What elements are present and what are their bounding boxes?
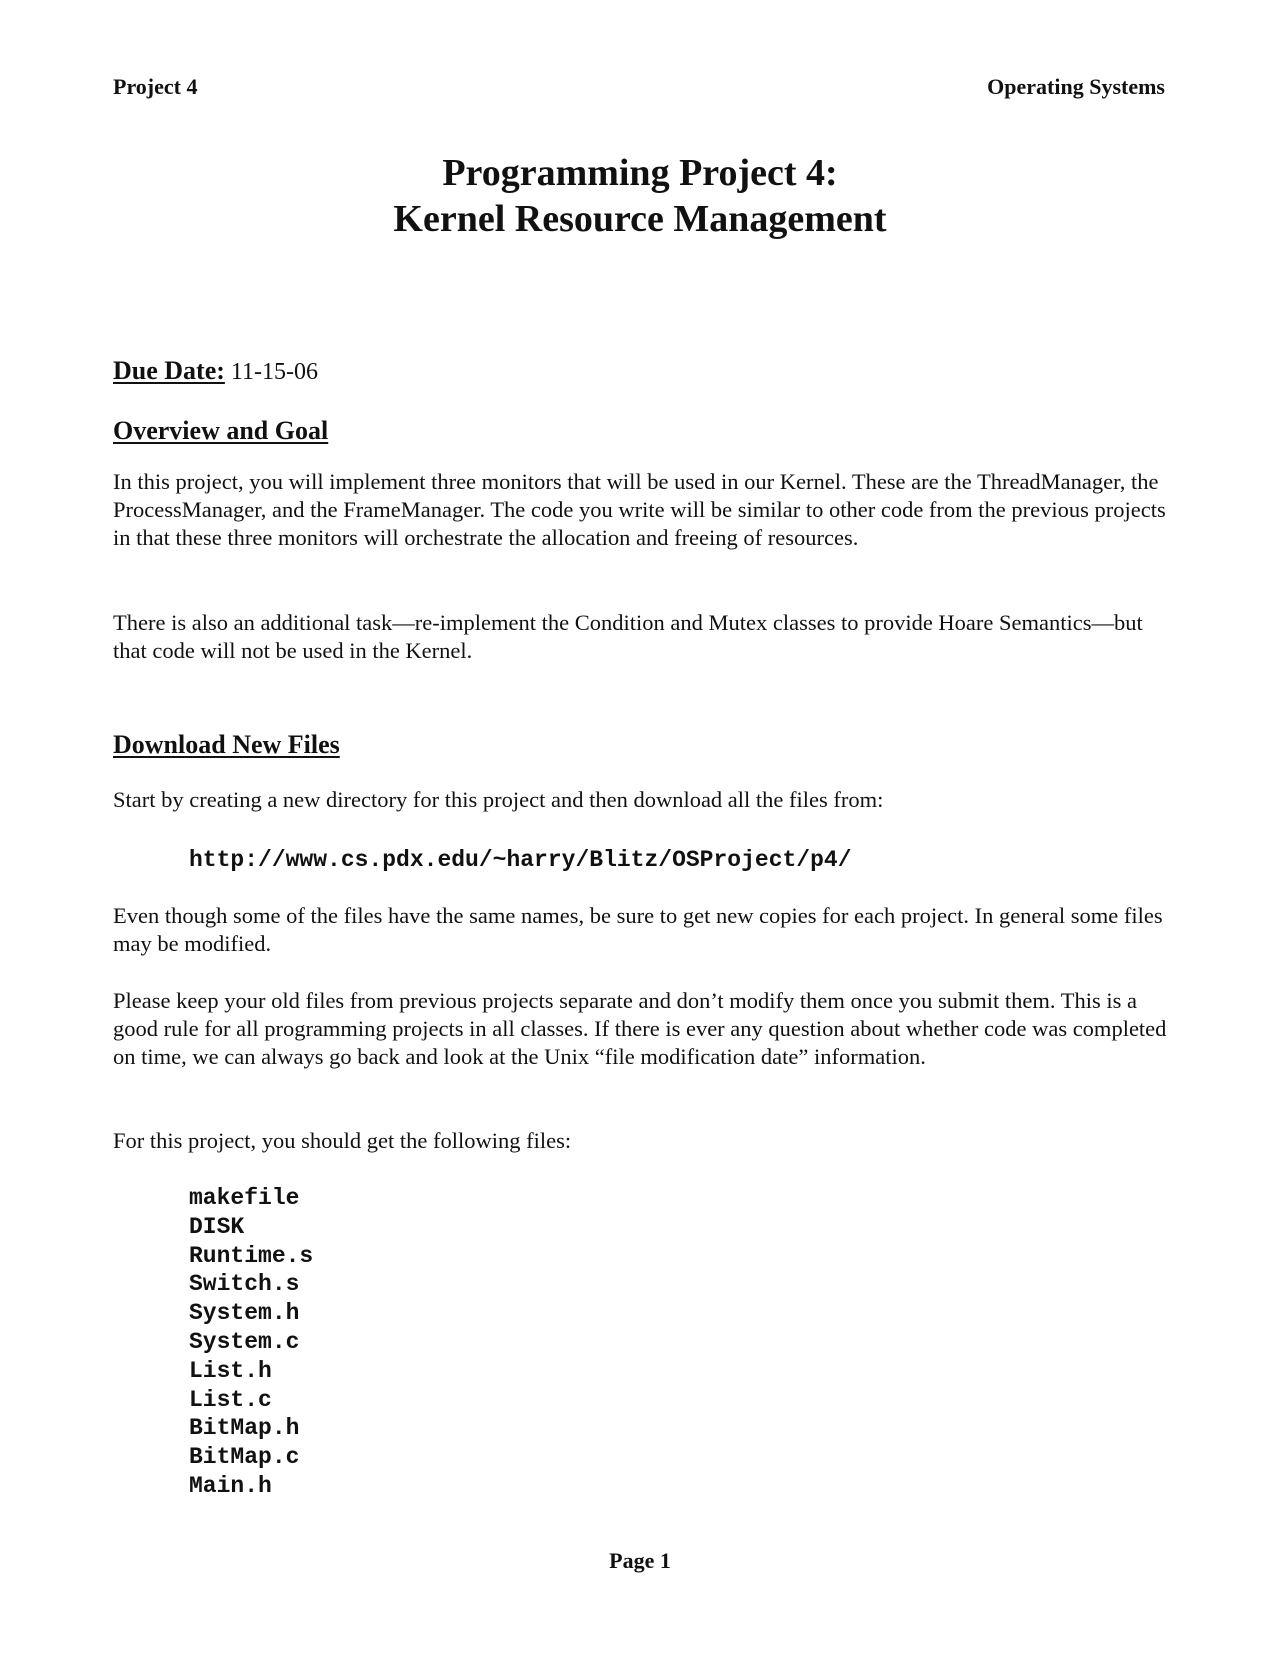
due-date	[113, 356, 318, 387]
file-list-item: BitMap.c	[189, 1444, 300, 1471]
file-list-item: makefile	[189, 1185, 300, 1211]
title-line-1: Programming Project 4:	[442, 152, 838, 194]
file-list-item: List.c	[189, 1386, 272, 1413]
running-header-right: Operating Systems	[987, 74, 1165, 99]
document-title	[0, 150, 1280, 242]
file-list-item: Switch.s	[189, 1271, 300, 1298]
file-list-item: System.h	[189, 1300, 300, 1327]
file-list-item: Runtime.s	[189, 1242, 314, 1269]
download-paragraph-3: For this project, you should get the following files:	[113, 1128, 572, 1153]
file-list-item: DISK	[189, 1213, 245, 1240]
file-list-item: BitMap.h	[189, 1415, 300, 1442]
download-heading: Download New Files	[113, 730, 340, 759]
overview-paragraph-1: In this project, you will implement three monitors that will be used in our Kernel. These are the ThreadManager, the ProcessManager, and the FrameManager. The code you write will be similar to other code from the previous projects in that these three monitors will orchestrate the allocation and freeing of resources.	[113, 469, 1166, 550]
file-list	[189, 1184, 313, 1501]
download-paragraph-1: Even though some of the files have the same names, be sure to get new copies for each project. In general some files may be modified.	[113, 903, 1163, 956]
due-date-value: 11-15-06	[230, 359, 319, 385]
running-header-left: Project 4	[113, 74, 198, 99]
download-url: http://www.cs.pdx.edu/~harry/Blitz/OSProject/p4/	[189, 847, 852, 873]
title-line-2: Kernel Resource Management	[393, 198, 887, 240]
overview-paragraph-2: There is also an additional task—re-implement the Condition and Mutex classes to provide Hoare Semantics—but that code will not be used in the Kernel.	[113, 610, 1143, 663]
download-paragraph-2: Please keep your old files from previous projects separate and don’t modify them once you submit them. This is a good rule for all programming projects in all classes. If there is ever any question about whether code was completed on time, we can always go back and look at the Unix “file modification date” information.	[113, 988, 1167, 1069]
page-number: Page 1	[609, 1548, 671, 1573]
download-intro: Start by creating a new directory for this project and then download all the files from:	[113, 787, 884, 812]
file-list-item: System.c	[189, 1328, 300, 1355]
due-date-label: Due Date:	[113, 356, 225, 385]
overview-heading: Overview and Goal	[113, 416, 329, 445]
file-list-item: List.h	[189, 1357, 272, 1384]
file-list-item: Main.h	[189, 1472, 272, 1499]
